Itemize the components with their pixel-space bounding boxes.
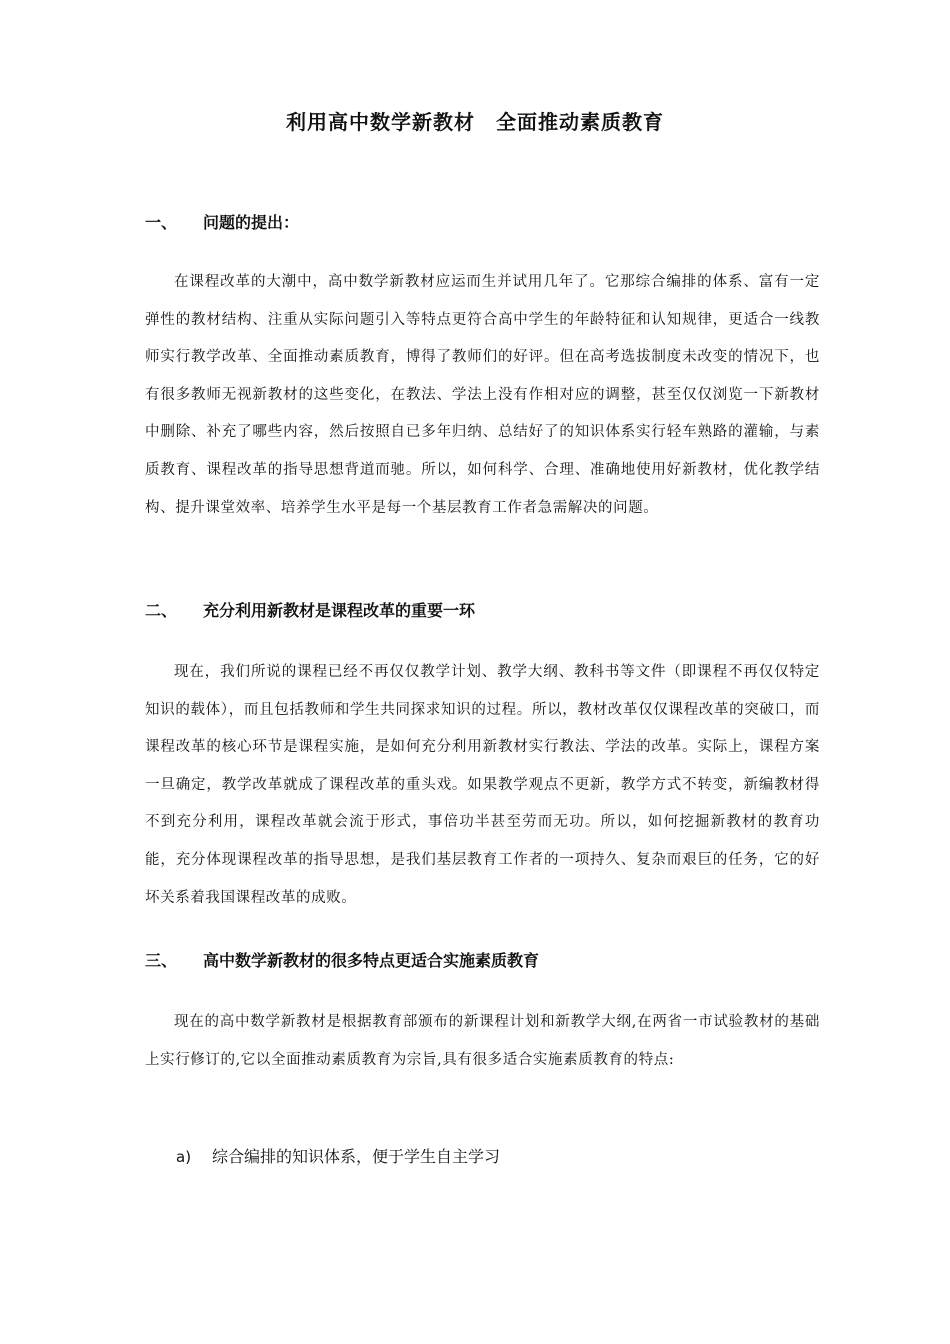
section-heading-text: 充分利用新教材是课程改革的重要一环 — [203, 601, 476, 620]
section-heading-text: 问题的提出： — [203, 213, 300, 232]
section-number: 三、 — [145, 951, 178, 970]
section-heading-1 — [145, 210, 299, 233]
section-paragraph-1: 在课程改革的大潮中，高中数学新教材应运而生并试用几年了。它那综合编排的体系、富有一定弹性的教材结构、注重从实际问题引入等特点更符合高中学生的年龄特征和认知规律，更适合一线教师实行教学改革、全面推动素质教育，博得了教师们的好评。但在高考选拔制度未改变的情况下，也有很多教师无视新教材的这些变化，在教法、学法上没有作相对应的调整，甚至仅仅浏览一下新教材中删除、补充了哪些内容，然后按照自已多年归纳、总结好了的知识体系实行轻车熟路的灌输，与素质教育、课程改革的指导思想背道而驰。所以，如何科学、合理、准确地使用好新教材，优化教学结构、提升课堂效率、培养学生水平是每一个基层教育工作者急需解决的问题。 — [145, 274, 820, 516]
section-heading-3 — [145, 948, 539, 971]
section-number: 二、 — [145, 601, 178, 620]
section-heading-2 — [145, 598, 475, 621]
subitem-a — [176, 1144, 500, 1167]
section-number: 一、 — [145, 213, 178, 232]
section-paragraph-2: 现在，我们所说的课程已经不再仅仅教学计划、教学大纲、教科书等文件（即课程不再仅仅特定知识的载体），而且包括教师和学生共同探求知识的过程。所以，教材改革仅仅课程改革的突破口，而课程改革的核心环节是课程实施，是如何充分利用新教材实行教法、学法的改革。实际上，课程方案一旦确定，教学改革就成了课程改革的重头戏。如果教学观点不更新，教学方式不转变，新编教材得不到充分利用，课程改革就会流于形式，事倍功半甚至劳而无功。所以，如何挖掘新教材的教育功能，充分体现课程改革的指导思想，是我们基层教育工作者的一项持久、复杂而艰巨的任务，它的好坏关系着我国课程改革的成败。 — [145, 664, 820, 906]
document-title: 利用高中数学新教材 全面推动素质教育 — [286, 110, 664, 134]
section-heading-text: 高中数学新教材的很多特点更适合实施素质教育 — [203, 951, 540, 970]
section-paragraph-3: 现在的高中数学新教材是根据教育部颁布的新课程计划和新教学大纲,在两省一市试验教材的基础上实行修订的,它以全面推动素质教育为宗旨,具有很多适合实施素质教育的特点: — [145, 1014, 820, 1068]
subitem-text: 综合编排的知识体系，便于学生自主学习 — [212, 1147, 501, 1166]
subitem-marker: a) — [176, 1148, 192, 1166]
